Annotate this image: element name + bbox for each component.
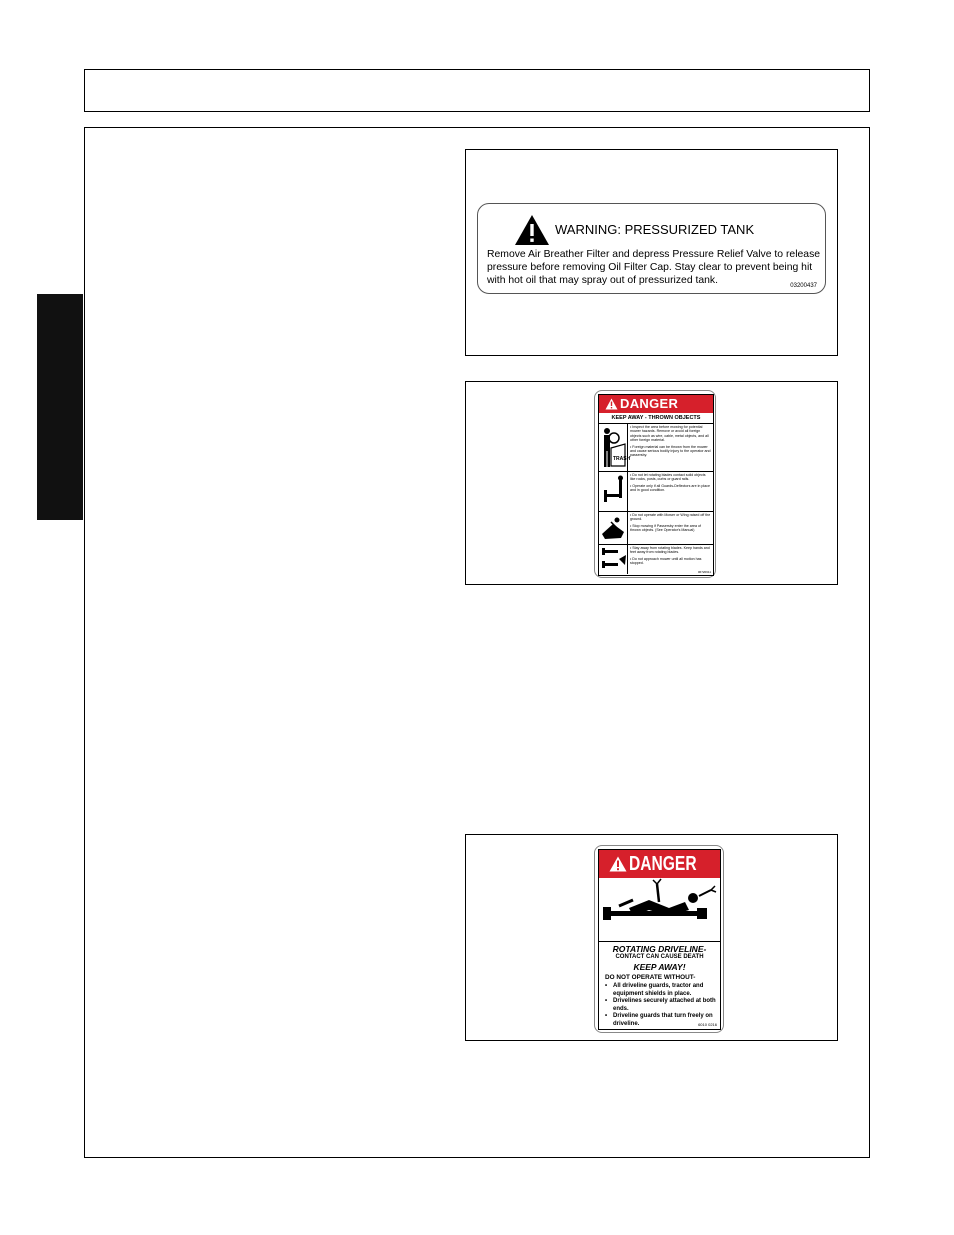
danger-header <box>599 395 713 413</box>
danger-triangle-icon <box>605 398 618 410</box>
decal-part-number: 6010 0216 <box>698 1022 717 1027</box>
hazard-row <box>599 512 713 545</box>
hazard-text: • Operate only if all Guards-Deflectors are in place and in good condition. <box>630 483 710 493</box>
danger-signal-word: DANGER <box>620 396 679 411</box>
hazard-text: • Stop mowing if Passersby enter the area of thrown objects. (See Operator's Manual) <box>630 523 701 533</box>
driveline-warning-line: CONTACT CAN CAUSE DEATH <box>615 954 704 960</box>
decal-part-number: 03200437 <box>790 283 817 289</box>
danger-subtitle: KEEP AWAY - THROWN OBJECTS <box>599 414 713 424</box>
thrown-object-pictogram <box>599 512 628 544</box>
driveline-warning-line: DO NOT OPERATE WITHOUT- <box>605 974 696 981</box>
list-item: • Drivelines securely attached at both ends. <box>605 998 717 1013</box>
page-header-box <box>84 69 870 112</box>
section-side-tab <box>37 294 83 520</box>
decal-frame-thrown-objects <box>465 381 838 585</box>
driveline-warning-line: KEEP AWAY! <box>633 962 686 972</box>
warning-triangle-icon <box>514 214 550 246</box>
driveline-entanglement-pictogram <box>599 878 720 942</box>
danger-header <box>599 850 720 878</box>
hazard-text: • Stay away from rotating blades. Keep hands and feet away from rotating blades. <box>630 546 710 555</box>
hazard-row <box>599 472 713 512</box>
list-item: • Driveline guards that turn freely on driveline. <box>605 1013 717 1028</box>
blade-contact-pictogram <box>599 472 628 511</box>
hazard-text: • Do not let rotating blades contact solid objects like rocks, posts, curbs or guard rails. <box>630 473 706 482</box>
danger-signal-word: DANGER <box>629 853 697 875</box>
danger-decal-driveline <box>594 845 724 1033</box>
warning-title: WARNING: PRESSURIZED TANK <box>555 222 755 237</box>
inspect-area-pictogram <box>599 424 631 471</box>
hazard-text: • Inspect the area before mowing for potential mower hazards. Remove or avoid all foreign objects such as wire, cable, metal objects, and all other foreign material. <box>630 425 709 443</box>
danger-decal-thrown-objects <box>594 390 716 578</box>
rotating-blade-pictogram <box>599 545 628 574</box>
danger-triangle-icon <box>609 856 627 872</box>
warning-decal <box>477 203 826 294</box>
hazard-text: • Do not operate with Mower or Wing raised off the ground. <box>630 513 711 522</box>
hazard-text: • Do not approach mower until all motion has stopped. <box>630 556 702 566</box>
decal-frame-driveline <box>465 834 838 1041</box>
driveline-warning-line: ROTATING DRIVELINE- <box>612 944 707 954</box>
trash-label: TRASH <box>613 456 631 462</box>
list-item: • All driveline guards, tractor and equipment shields in place. <box>605 983 717 998</box>
decal-part-number: 06720611 <box>697 570 711 574</box>
warning-text: Remove Air Breather Filter and depress Pressure Relief Valve to release pressure before removing Oil Filter Cap. Stay clear to prevent being hit with hot oil that may spray out of pressurized tank. <box>487 249 821 286</box>
hazard-text: • Foreign material can be thrown from the mower and cause serious bodily injury to the operator and passersby. <box>630 444 711 458</box>
decal-frame-pressurized-tank <box>465 149 838 356</box>
hazard-row <box>599 545 713 574</box>
hazard-row <box>599 424 713 472</box>
